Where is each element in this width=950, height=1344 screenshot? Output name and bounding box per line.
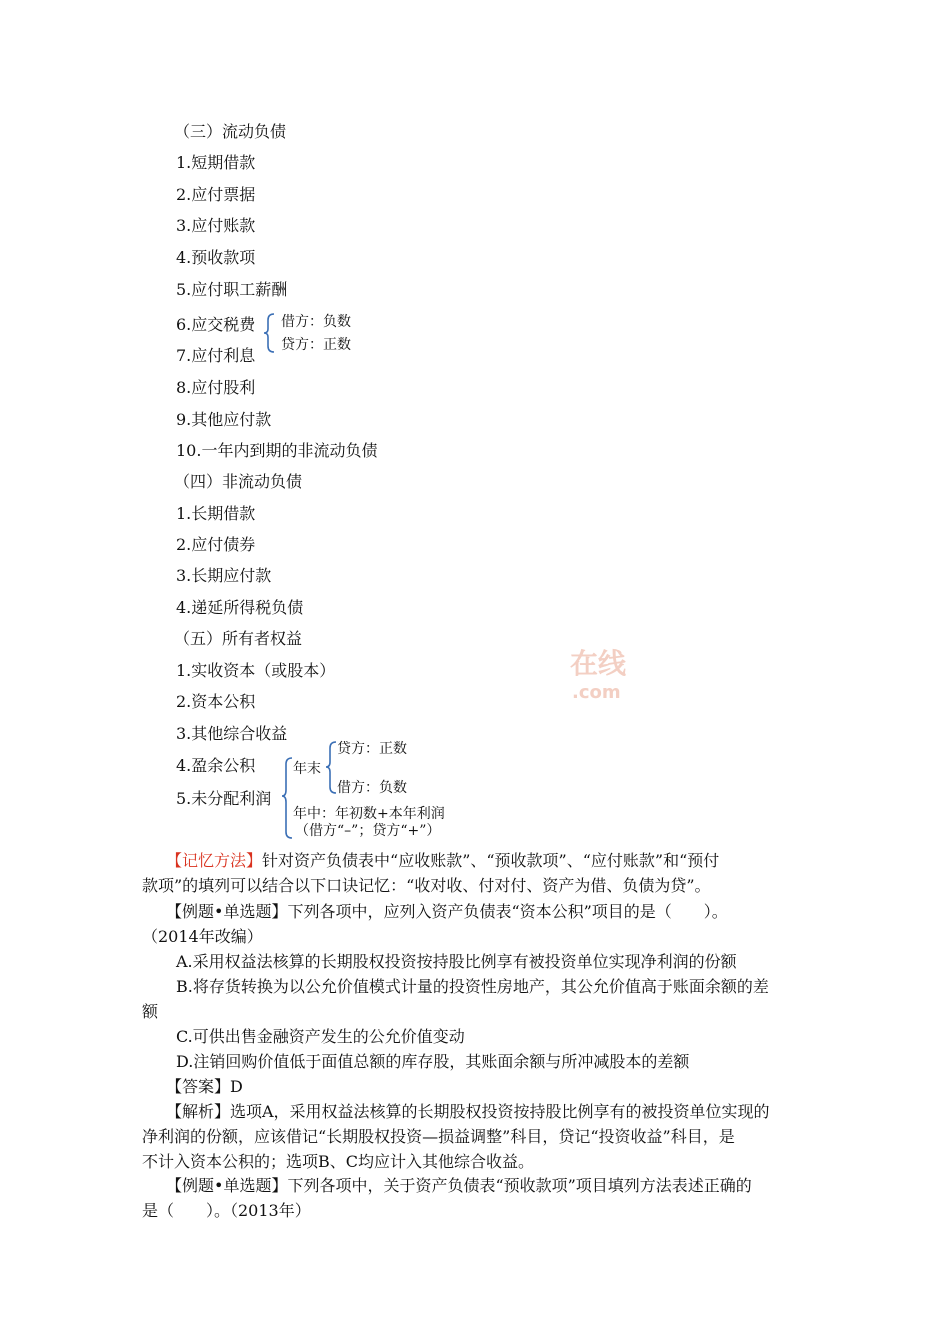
tax-debit-note: 借方：负数 <box>281 314 351 330</box>
tax-brace-icon <box>262 312 278 354</box>
list-item: 1.实收资本（或股本） <box>176 661 336 680</box>
list-item: 3.应付账款 <box>176 216 256 235</box>
year-end-label: 年末 <box>293 761 321 777</box>
option-d: D.注销回购价值低于面值总额的库存股，其账面余额与所冲减股本的差额 <box>176 1052 690 1071</box>
memory-tip-line <box>166 851 719 871</box>
list-item: 3.长期应付款 <box>176 566 272 585</box>
list-item: 2.应付债券 <box>176 535 256 554</box>
analysis-line: 【解析】选项A，采用权益法核算的长期股权投资按持股比例享有的被投资单位实现的 <box>166 1102 770 1121</box>
memory-tip-label: 【记忆方法】 <box>166 851 263 870</box>
example-question: 【例题•单选题】下列各项中，应列入资产负债表“资本公积”项目的是（ ）。 <box>166 902 728 921</box>
list-item: 8.应付股利 <box>176 378 256 397</box>
list-item: 7.应付利息 <box>176 346 256 365</box>
memory-tip-text: 针对资产负债表中“应收账款”、“预收款项”、“应付账款”和“预付 <box>262 851 720 870</box>
example-question-continued: 是（ ）。（2013年） <box>142 1201 311 1220</box>
option-c: C.可供出售金融资产发生的公允价值变动 <box>176 1027 465 1046</box>
watermark-text: 在线 <box>570 647 627 680</box>
profit-outer-brace-icon <box>280 756 294 840</box>
list-item: 5.未分配利润 <box>176 789 272 808</box>
list-item: 3.其他综合收益 <box>176 724 288 743</box>
analysis-line: 净利润的份额，应该借记“长期股权投资—损益调整”科目，贷记“投资收益”科目，是 <box>142 1127 735 1146</box>
midyear-note: 年中：年初数+本年利润 <box>293 806 445 822</box>
section-heading-noncurrent-liabilities: （四）非流动负债 <box>174 472 303 491</box>
section-heading-current-liabilities: （三）流动负债 <box>174 122 287 141</box>
list-item: 9.其他应付款 <box>176 410 272 429</box>
option-b-continued: 额 <box>142 1002 159 1021</box>
year-end-brace-icon <box>324 740 338 796</box>
example-question: 【例题•单选题】下列各项中，关于资产负债表“预收款项”项目填列方法表述正确的 <box>166 1176 752 1195</box>
watermark-logo <box>568 642 648 722</box>
tax-credit-note: 贷方：正数 <box>281 337 351 353</box>
list-item: 1.短期借款 <box>176 153 256 172</box>
year-end-credit-note: 贷方：正数 <box>337 741 407 757</box>
list-item: 2.应付票据 <box>176 185 256 204</box>
list-item: 5.应付职工薪酬 <box>176 280 288 299</box>
midyear-sign-note: （借方“–”；贷方“+”） <box>295 823 441 839</box>
list-item: 10.一年内到期的非流动负债 <box>176 441 378 460</box>
option-b: B.将存货转换为以公允价值模式计量的投资性房地产，其公允价值高于账面余额的差 <box>176 977 769 996</box>
option-a: A.采用权益法核算的长期股权投资按持股比例享有被投资单位实现净利润的份额 <box>176 952 737 971</box>
example-source: （2014年改编） <box>142 927 263 946</box>
watermark-domain: .com <box>572 682 621 703</box>
year-end-debit-note: 借方：负数 <box>337 780 407 796</box>
analysis-line: 不计入资本公积的；选项B、C均应计入其他综合收益。 <box>142 1152 535 1171</box>
list-item: 4.盈余公积 <box>176 756 256 775</box>
answer: 【答案】D <box>166 1077 243 1096</box>
list-item: 6.应交税费 <box>176 315 256 334</box>
list-item: 2.资本公积 <box>176 692 256 711</box>
section-heading-equity: （五）所有者权益 <box>174 629 303 648</box>
list-item: 4.预收款项 <box>176 248 256 267</box>
memory-tip-line-2: 款项”的填列可以结合以下口诀记忆：“收对收、付对付、资产为借、负债为贷”。 <box>142 876 711 895</box>
list-item: 4.递延所得税负债 <box>176 598 304 617</box>
list-item: 1.长期借款 <box>176 504 256 523</box>
